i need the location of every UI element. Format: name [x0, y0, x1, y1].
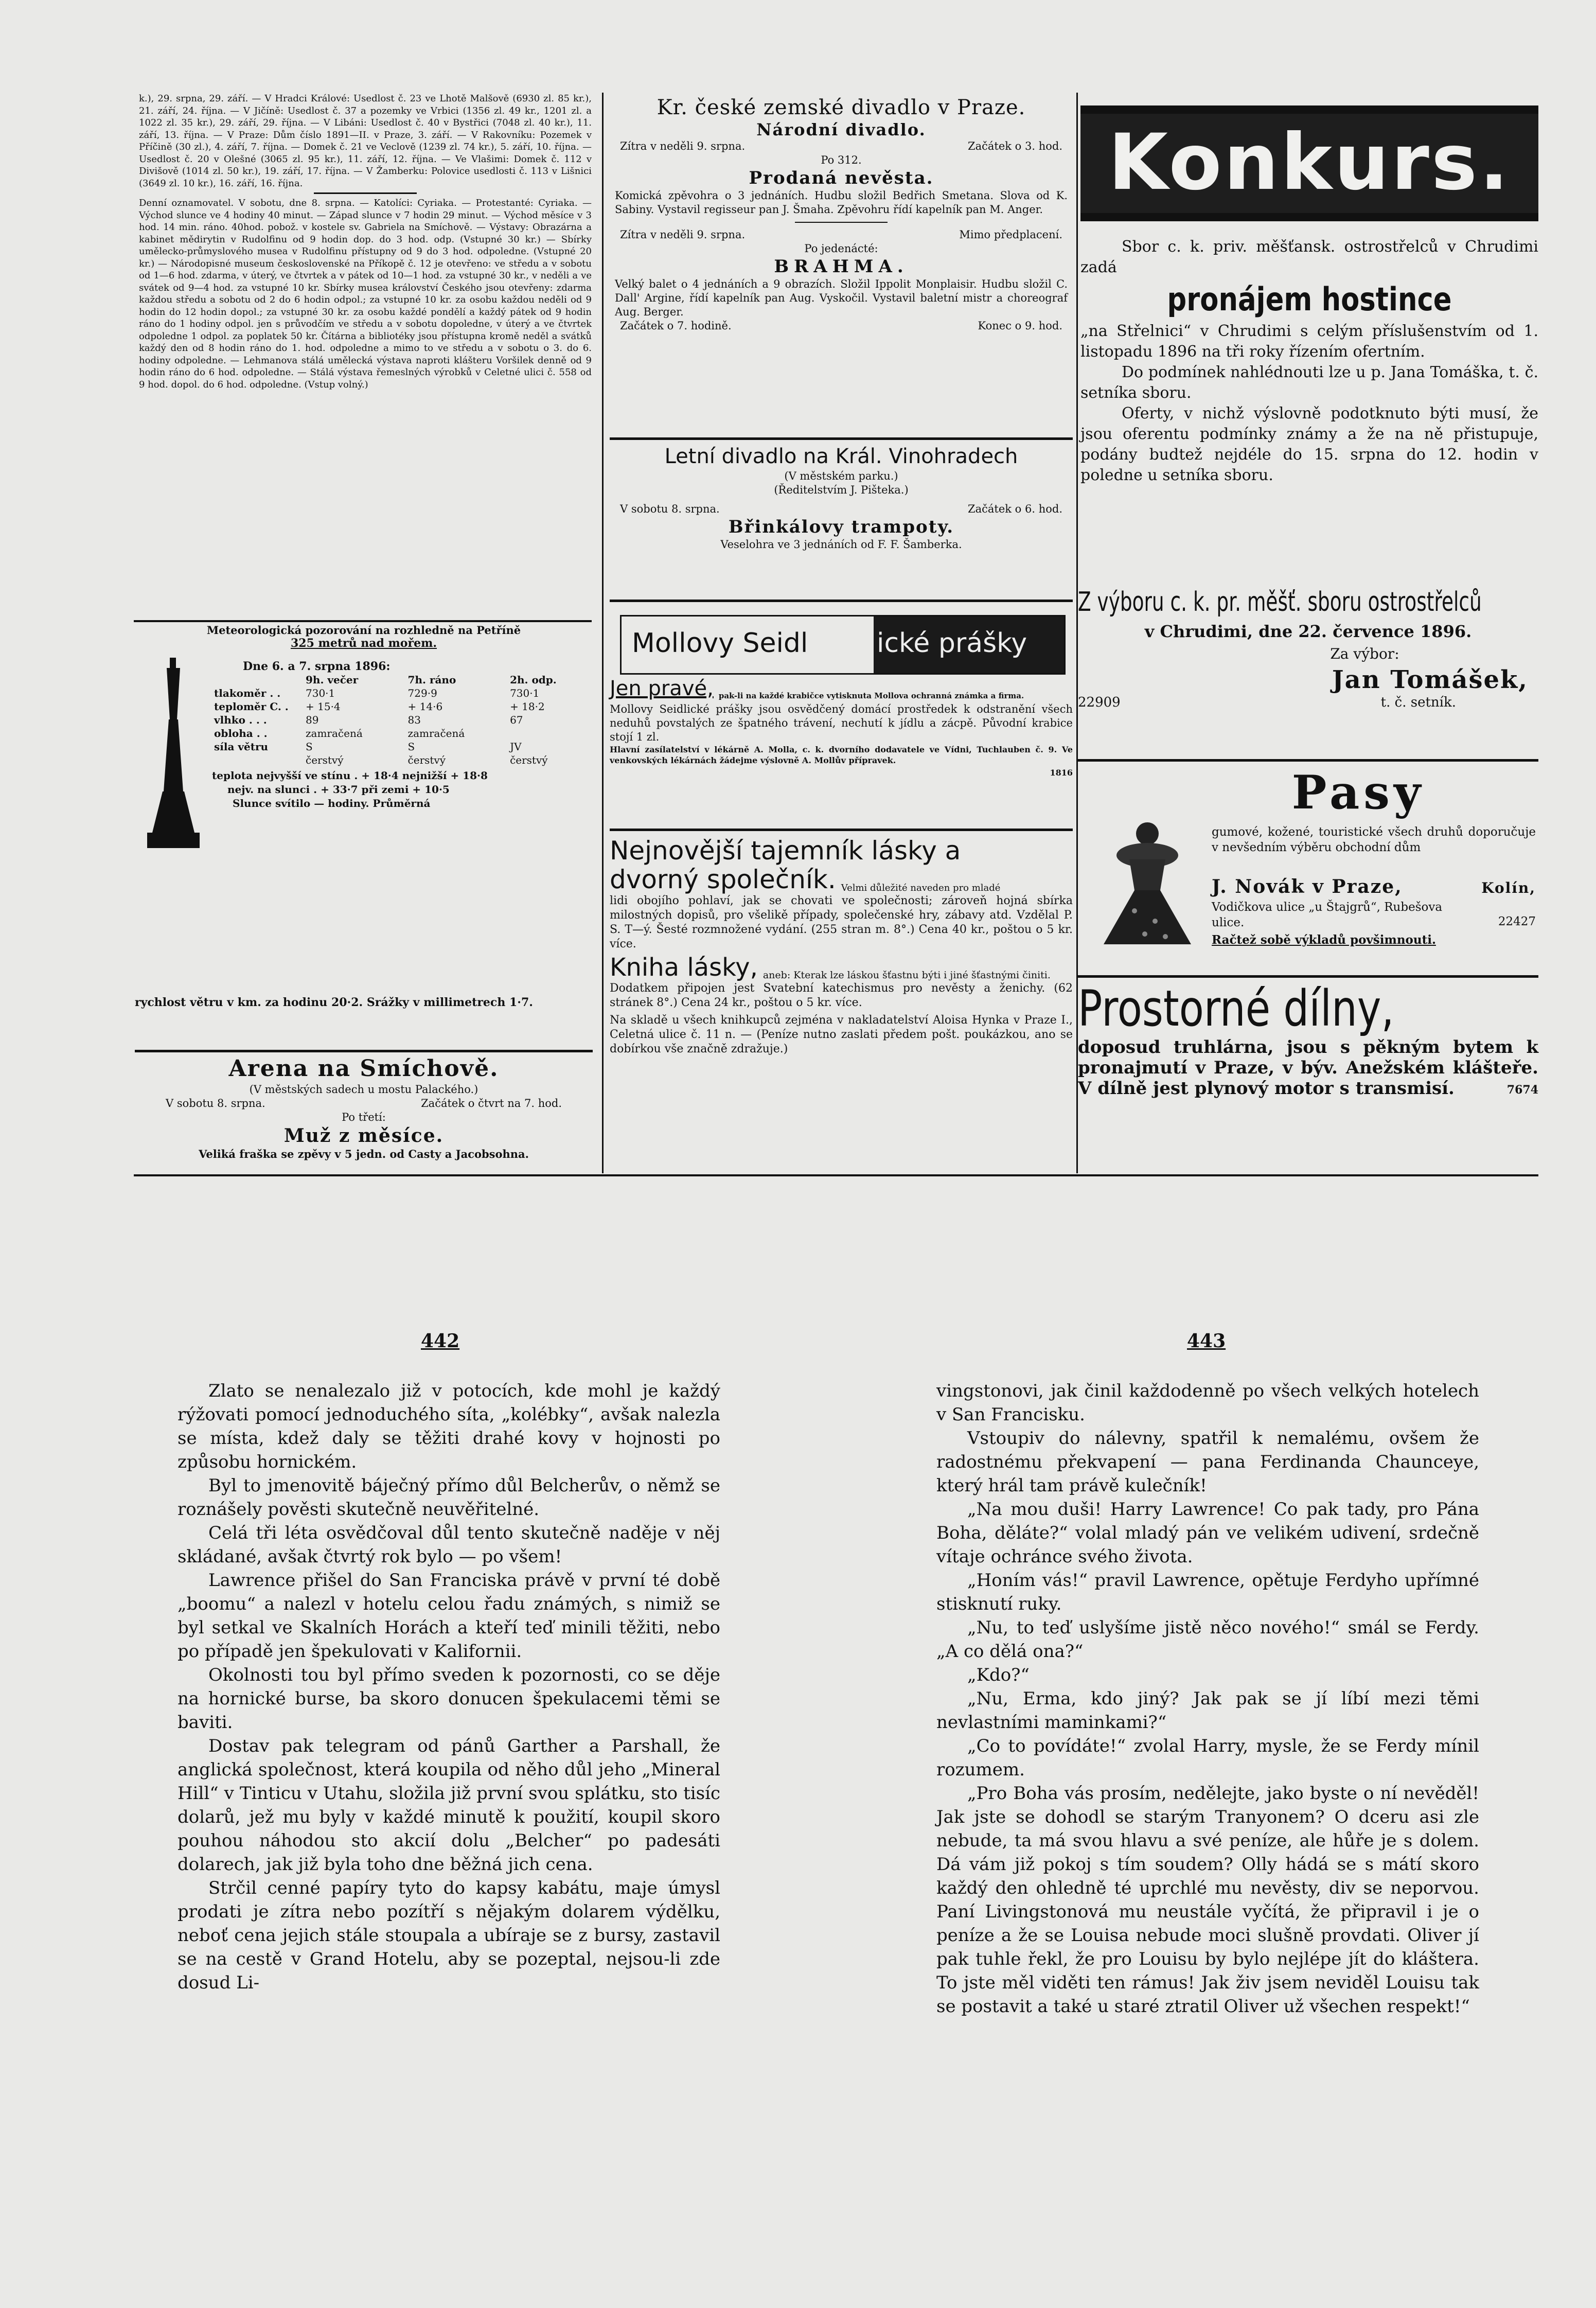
- table-row: [212, 740, 593, 753]
- konkurs-code: 22909: [1078, 695, 1121, 710]
- pasy-text: gumové, kožené, touristické všech druhů doporučuje v nevšedním výběru obchodní dům: [1212, 825, 1536, 854]
- arena-desc: Veliká fraška se zpěvy v 5 jedn. od Casty a Jacobsohna.: [199, 1148, 529, 1160]
- tower-icon: [145, 658, 202, 853]
- moll-banner-left: Mollovy Seidl: [632, 628, 808, 659]
- column-rule: [602, 93, 604, 1173]
- meteo-cell: S: [306, 741, 313, 753]
- paragraph: Celá tři léta osvědčoval důl tento skutečně naděje v něj skládané, avšak čtvrtý rok bylo — po všem!: [178, 1523, 720, 1567]
- theatre-desc2: Velký balet o 4 jednáních a 9 obrazích. Složil Ippolit Monplaisir. Hudbu složil C. Dall' Argine, řídí kapelník pan Aug. Vyskočil. Vystavil baletní mistr a choreograf Aug. Berger.: [615, 278, 1068, 318]
- arena-date: V sobotu 8. srpna.: [166, 1097, 265, 1109]
- table-row: [212, 753, 593, 767]
- konkurs-text3: Oferty, v nichž výslovně podotknuto býti musí, že jsou oferentu podmínky známy a že na ně přistupuje, podány budtež nejdéle do 15. srpna do 12. hodin v poledne u setníka sboru.: [1080, 404, 1538, 484]
- divider: [1078, 759, 1538, 762]
- moll-banner: [620, 615, 1066, 675]
- paragraph: Vstoupiv do nálevny, spatřil k nemalému, ovšem že radostnému překvapení — pana Ferdinanda Chaunceye, který hrál tam právě kulečník!: [936, 1428, 1479, 1496]
- moll-hlavni: Hlavní zasílatelství v lékárně A. Molla, c. k. dvorního dodavatele ve Vídni, Tuchlauben č. 9. Ve venkovských lékárnách žádejme výslovně A. Mollův přípravek.: [610, 745, 1073, 765]
- moll-jen-prave: Jen pravé,: [610, 677, 714, 700]
- paragraph: Zlato se nenalezalo již v potocích, kde mohl je každý rýžovati pomocí jednoduchého síta, „kolébky“, avšak nalezla se místa, kdež daly se těžiti drahé kovy v hojnosti po způsobu hornickém.: [178, 1381, 720, 1472]
- arena-po-treti: Po třetí:: [342, 1111, 386, 1123]
- arena-sub: (V městských sadech u mostu Palackého.): [249, 1083, 478, 1096]
- moll-text: Mollovy Seidlické prášky jsou osvědčený domácí prostředek k odstranění všech neduhů povstalých ze špatného trávení, nechutí k jídlu a zácpě. Původní krabice stojí 1 zl.: [610, 703, 1073, 743]
- theatre-desc: Komická zpěvohra o 3 jednáních. Hudbu složil Bedřich Smetana. Slova od K. Sabiny. Vystavil regisseur pan J. Šmaha. Zpěvohru řídí kapelník pan M. Anger.: [615, 189, 1068, 216]
- theatre-zitra: Zítra v neděli 9. srpna.: [620, 140, 746, 152]
- konkurs-text2: Do podmínek nahlédnouti lze u p. Jana Tomáška, t. č. setníka sboru.: [1080, 363, 1538, 402]
- paragraph: Lawrence přišel do San Franciska právě v první té době „boomu“ a nalezl v hotelu celou řadu známých, s nimiž se byl setkal ve Skalních Horách a kteří teď minili těžiti, nebo po případě jen špekulovati v Kalifornii.: [178, 1570, 720, 1662]
- konkurs-text1: „na Střelnici“ v Chrudimi s celým příslušenstvím od 1. listopadu 1896 na tři roky řízením ofertním.: [1080, 322, 1538, 361]
- arena-play: Muž z měsíce.: [283, 1125, 444, 1147]
- meteo-header: 7h. ráno: [407, 674, 456, 686]
- paragraph: Okolnosti tou byl přímo sveden k pozornosti, co se děje na hornické burse, ba skoro donucen špekulacemi těmi se baviti.: [178, 1665, 720, 1733]
- moll-code: 1816: [1050, 768, 1073, 778]
- konkurs-intro: Sbor c. k. priv. měšťansk. ostrostřelců v Chrudimi zadá: [1080, 238, 1538, 276]
- letni-desc: Veselohra ve 3 jednáních od F. F. Šamberka.: [720, 538, 962, 551]
- table-row: [212, 686, 593, 700]
- konkurs-place: v Chrudimi, dne 22. července 1896.: [1144, 622, 1472, 641]
- meteo-title: Meteorologická pozorování na rozhledně na Petříně: [206, 624, 521, 637]
- divider: [134, 1174, 1538, 1176]
- meteo-block: [135, 624, 593, 1051]
- theatre-block: [610, 95, 1073, 419]
- meteo-row-label: teploměr C. .: [214, 700, 289, 713]
- letni-date: V sobotu 8. srpna.: [620, 503, 720, 515]
- paragraph: vingstonovi, jak činil každodenně po všech velkých hotelech v San Francisku.: [936, 1381, 1479, 1425]
- divider: [610, 600, 1073, 602]
- meteo-row-label: tlakoměr . .: [214, 687, 281, 699]
- letni-start: Začátek o 6. hod.: [968, 503, 1062, 515]
- theatre-title: Kr. české zemské divadlo v Praze.: [657, 96, 1026, 119]
- meteo-cell: [508, 727, 593, 740]
- divider: [610, 829, 1073, 831]
- theatre-play: Prodaná nevěsta.: [749, 168, 934, 188]
- meteo-cell: 730·1: [306, 687, 335, 699]
- paragraph: „Na mou duši! Harry Lawrence! Co pak tady, pro Pána Boha, děláte?“ volal mladý pán ve velikém udivení, srdečně vítaje ochránce svého života.: [936, 1499, 1479, 1567]
- meteo-cell: + 14·6: [407, 700, 443, 713]
- konkurs-title: Konkurs.: [1108, 118, 1511, 207]
- pasy-footer: Račtež sobě výkladů povšimnouti.: [1212, 933, 1436, 947]
- divider: [610, 437, 1073, 440]
- kniha-title: Kniha lásky,: [610, 953, 758, 982]
- konkurs-signer: Jan Tomášek,: [1332, 665, 1528, 694]
- meteo-shine: Slunce svítilo — hodiny. Průměrná: [233, 797, 431, 809]
- paragraph: Dostav pak telegram od pánů Garther a Parshall, že anglická společnost, která koupila od něho důl jeho „Mineral Hill“ v Tinticu v Utahu, složila již první svou splátku, sto tisíc dolarů, jež mu byly v každé minutě k použití, koupil skoro pouhou náhodou sto akcií dolu „Belcher“ po padesáti dolarech, jak již byla toho dne běžná jich cena.: [178, 1736, 720, 1875]
- auction-listing: k.), 29. srpna, 29. září. — V Hradci Králové: Usedlost č. 23 ve Lhotě Malšově (6930 zl. 85 kr.), 21. září, 24. října. — V Jičíně: Usedlost č. 37 a pozemky ve Vrbici (1356 zl. 49 kr., 1201 zl. a 1022 zl. 35 kr.), 29. září, 29. října. — V Libáni: Usedlost č. 40 v Bystřici (7048 zl. 40 kr.), 11. září, 13. října. — V Praze: Dům číslo 1891—II. v Praze, 3. září. — V Rakovníku: Pozemek v Příčině (30 zl.), 4. září, 7. října. — Domek č. 21 ve Veclově (1239 zl. 74 kr.), 5. září, 10. října. — Usedlost č. 20 v Olešné (3065 zl. 95 kr.), 11. září, 12. října. — Ve Vlašimi: Domek č. 112 v Divišově (1014 zl. 50 kr.), 19. září, 17. října. — V Žamberku: Polovice usedlosti č. 113 v Lišnici (3649 zl. 10 kr.), 16. září, 16. října.: [139, 93, 592, 189]
- meteo-temp: teplota nejvyšší ve stínu . + 18·4 nejnižší + 18·8: [212, 769, 488, 782]
- pasy-firm: J. Novák v Praze,: [1212, 876, 1403, 897]
- divider: [134, 620, 592, 622]
- meteo-cell: zamračená: [407, 727, 465, 739]
- konkurs-banner: [1080, 105, 1538, 221]
- paragraph: Strčil cenné papíry tyto do kapsy kabátu, maje úmysl prodati je zítra nebo pozítří s nějakým dolarem výdělku, neboť cena jejich stále stoupala a ubíraje se z bursy, zastavil se na cestě v Grand Hotelu, aby se pozeptal, nejsou-li zde dosud Li-: [178, 1878, 720, 1993]
- kniha-text: Dodatkem připojen jest Svatební katechismus pro nevěsty a ženichy. (62 stránek 8°.) Cena 24 kr., poštou o 5 kr. více.: [610, 982, 1073, 1009]
- theatre-zitra2: Zítra v neděli 9. srpna.: [620, 228, 746, 241]
- theatre-kon: Konec o 9. hod.: [978, 320, 1062, 332]
- meteo-cell: 729·9: [407, 687, 437, 699]
- theatre-po2: Po jedenácté:: [804, 242, 878, 255]
- meteo-cell: čerstvý: [510, 754, 548, 766]
- theatre-play2: BRAHMA.: [774, 256, 909, 277]
- story-right-column: [936, 1379, 1479, 2017]
- meteo-cell: čerstvý: [306, 754, 344, 766]
- nejnovejsi-small: Velmi důležité naveden pro mladé: [841, 883, 1001, 893]
- meteo-cell: + 15·4: [306, 700, 341, 713]
- meteo-cell: čerstvý: [407, 754, 446, 766]
- nejnovejsi-block: [610, 836, 1073, 1171]
- paragraph: „Nu, to teď uslyšíme jistě něco nového!“ smál se Ferdy. „A co dělá ona?“: [936, 1617, 1479, 1662]
- konkurs-za-vybor: Za výbor:: [1330, 645, 1399, 662]
- meteo-cell: 730·1: [510, 687, 540, 699]
- meteo-sun: nejv. na slunci . + 33·7 při zemi + 10·5: [227, 783, 450, 796]
- theatre-sub: Národní divadlo.: [756, 120, 926, 139]
- meteo-row-label: síla větru: [214, 741, 269, 753]
- letni-block: [610, 444, 1073, 598]
- page-number-left: 442: [421, 1330, 460, 1352]
- letni-play: Břinkálovy trampoty.: [728, 517, 954, 537]
- divider: [135, 1050, 593, 1052]
- table-row: [212, 727, 593, 740]
- meteo-table: [212, 673, 593, 767]
- paragraph: „Honím vás!“ pravil Lawrence, opětuje Ferdyho upřímné stisknutí ruky.: [936, 1570, 1479, 1614]
- theatre-mimo: Mimo předplacení.: [959, 228, 1062, 241]
- konkurs-sign: [1078, 584, 1538, 759]
- arena-title: Arena na Smíchově.: [228, 1055, 499, 1082]
- konkurs-block: [1080, 237, 1538, 628]
- divider: [1078, 975, 1538, 978]
- moll-jen-note: pak-li na každé krabičce vytisknuta Mollova ochranná známka a firma.: [718, 691, 1024, 700]
- paragraph: „Pro Boha vás prosím, nedělejte, jako byste o ní nevěděl! Jak jste se dohodl se starým Tranyonem? O dceru asi zle nebude, ta má svou hlavu a své peníze, ale hůře je s dolem. Dá vám již pokoj s tím soudem? Olly hádá se s mátí skoro každý den ohledně té uprchlé mu nevěsty, div se neporvou. Paní Livingstonová mu neustále vyčítá, že připravil i je o peníze a že se Louisa nebude moci slušně provdati. Oliver jí pak tuhle řekl, že pro Louisu by bylo nejlépe jít do kláštera. To jste měl viděti ten rámus! Jak živ jsem neviděl Louisu tak se postavit a také u staré ztratil Oliver už všechen respekt!“: [936, 1783, 1479, 2017]
- meteo-wind: rychlost větru v km. za hodinu 20·2. Srážky v millimetrech 1·7.: [135, 996, 533, 1009]
- dilny-title: Prostorné dílny,: [1078, 980, 1394, 1037]
- meteo-cell: S: [407, 741, 415, 753]
- meteo-row-label: obloha . .: [214, 727, 268, 739]
- meteo-cell: 83: [407, 714, 421, 726]
- theatre-po: Po 312.: [821, 154, 862, 166]
- pasy-code: 22427: [1498, 915, 1536, 928]
- meteo-cell: zamračená: [306, 727, 363, 739]
- page-number-right: 443: [1187, 1330, 1226, 1352]
- meteo-row-label: [212, 753, 304, 767]
- meteo-row-label: vlhko . . .: [214, 714, 267, 726]
- table-row: [212, 700, 593, 713]
- pasy-title: Pasy: [1291, 765, 1425, 820]
- meteo-header: 2h. odp.: [510, 674, 557, 686]
- arena-start: Začátek o čtvrt na 7. hod.: [421, 1097, 562, 1109]
- konkurs-vyboru: Z výboru c. k. pr. měšť. sboru ostrostřelců: [1078, 587, 1482, 618]
- letni-sub1: (V městském parku.): [784, 470, 898, 482]
- kniha-sklad: Na skladě u všech knihkupců zejména v nakladatelství Aloisa Hynka v Praze I., Celetná ulice č. 11 n. — (Peníze nutno zaslati předem pošt. poukázkou, ano se dobírkou vše značně zdražuje.): [610, 1014, 1073, 1055]
- dilny-block: [1078, 980, 1538, 1171]
- meteo-header: 9h. večer: [306, 674, 359, 686]
- nejnovejsi-text: lidi obojího pohlaví, jak se chovati ve společnosti; zároveň hojná sbírka milostných dopisů, pro všelikě případy, společenské hry, zábavy atd. Vzdělal P. S. T—ý. Šesté rozmnožené vydání. (255 stran m. 8°.) Cena 40 kr., poštou o 5 kr. více.: [610, 894, 1073, 950]
- dilny-code: 7674: [1506, 1083, 1538, 1097]
- dilny-text: doposud truhlárna, jsou s pěkným bytem k pronajmutí v Praze, v býv. Anežském klášteře. V dílně jest plynový motor s transmisí.: [1078, 1037, 1538, 1099]
- letni-title: Letní divadlo na Král. Vinohradech: [664, 445, 1018, 468]
- pasy-figure-icon: [1088, 818, 1207, 947]
- kniha-small: aneb: Kterak lze láskou šťastnu býti i jiné šťastnými činiti.: [762, 970, 1051, 981]
- paragraph: „Kdo?“: [967, 1665, 1030, 1685]
- paragraph: „Co to povídáte!“ zvolal Harry, mysle, že se Ferdy mínil rozumem.: [936, 1736, 1479, 1780]
- meteo-cell: JV: [510, 741, 522, 753]
- nejnovejsi-title1: Nejnovější tajemník lásky a: [610, 836, 961, 866]
- meteo-cell: 89: [306, 714, 319, 726]
- nejnovejsi-title2: dvorný společník.: [610, 865, 836, 894]
- theatre-zac: Začátek o 7. hodině.: [620, 320, 732, 332]
- meteo-subtitle: 325 metrů nad mořem.: [290, 637, 437, 650]
- paragraph: „Nu, Erma, kdo jiný? Jak pak se jí líbí mezi těmi nevlastními maminkami?“: [936, 1688, 1479, 1733]
- pasy-addr: Vodičkova ulice „u Štajgrů“, Rubešova ulice.: [1212, 901, 1443, 929]
- pasy-firm2: Kolín,: [1481, 879, 1536, 896]
- meteo-cell: + 18·2: [510, 700, 545, 713]
- meteo-date: Dne 6. a 7. srpna 1896:: [243, 660, 391, 673]
- pasy-block: [1078, 767, 1538, 978]
- moll-banner-right: ické prášky: [874, 616, 1064, 673]
- daily-announcer: Denní oznamovatel. V sobotu, dne 8. srpna. — Katolíci: Cyriaka. — Protestanté: Cyriaka. — Východ slunce ve 4 hodiny 40 minut. — Západ slunce v 7 hodin 29 minut. — Východ měsíce v 3 hod. 14 min. ráno. 40hod. pobož. v kostele sv. Gabriela na Smíchově. — Výstavy: Obrazárna a kabinet mědirytin v Rudolfinu od 9 hodin dop. do 3 hod. odp. (Vstupné 30 kr.) — Sbírky umělecko-průmyslového musea v Rudolfinu přístupny od 9 do 3 hod. odpoledne. (Vstupné 20 kr.) — Národopisné museum československé na Příkopě č. 12 je otevřeno: ve středu a v sobotu od 1—6 hod. zdarma, v úterý, ve čtvrtek a v pátek od 10—1 hod. za vstupné 30 kr., v neděli a ve svátek od 9—4 hod. za vstupné 10 kr. Sbírky musea království Českého jsou otevřeny: zdarma každou středu a sobotu od 2 do 6 hodin odpol.; za vstupné 10 kr. za osobu každou neděli od 9 hodin do 12 hodin dopol.; za vstupné 30 kr. za osobu každé pondělí a každý pátek od 9 hodin ráno do 1 hodiny odpol. jen s průvodčím ve středu a v sobotu dopoledne, v úterý a ve čtvrtek odpoledne 1 odpol. za poplatek 50 kr. Čítárna a bibliotéky jsou přístupna kromě neděl a svátků každý den od 8 hodin ráno do 1. hod. odpoledne a mimo to ve středu a v sobotu o 3. do 6. hodiny odpoledne. — Lehmanova stálá umělecká výstava naproti klášteru Voršilek denně od 9 hodin ráno do 6 hod. odpoledne. — Stálá výstava řemeslných výrobků v Celetné ulici č. 558 od 9 hod. dopol. do 6 hod. odpoledne. (Vstup volný.): [139, 198, 592, 390]
- meteo-cell: 67: [510, 714, 523, 726]
- theatre-zacatek: Začátek o 3. hod.: [968, 140, 1062, 152]
- konkurs-signer-title: t. č. setník.: [1380, 695, 1456, 710]
- table-row: [212, 713, 593, 727]
- story-left-column: [178, 1379, 720, 2002]
- letni-sub2: (Ředitelstvím J. Pišteka.): [774, 484, 909, 496]
- moll-block: [610, 677, 1073, 826]
- paragraph: Byl to jmenovitě báječný přímo důl Belcherův, o němž se roznášely pověsti skutečně neuvěřitelné.: [178, 1475, 720, 1520]
- konkurs-pronajem: pronájem hostince: [1167, 280, 1452, 318]
- arena-block: [135, 1055, 593, 1178]
